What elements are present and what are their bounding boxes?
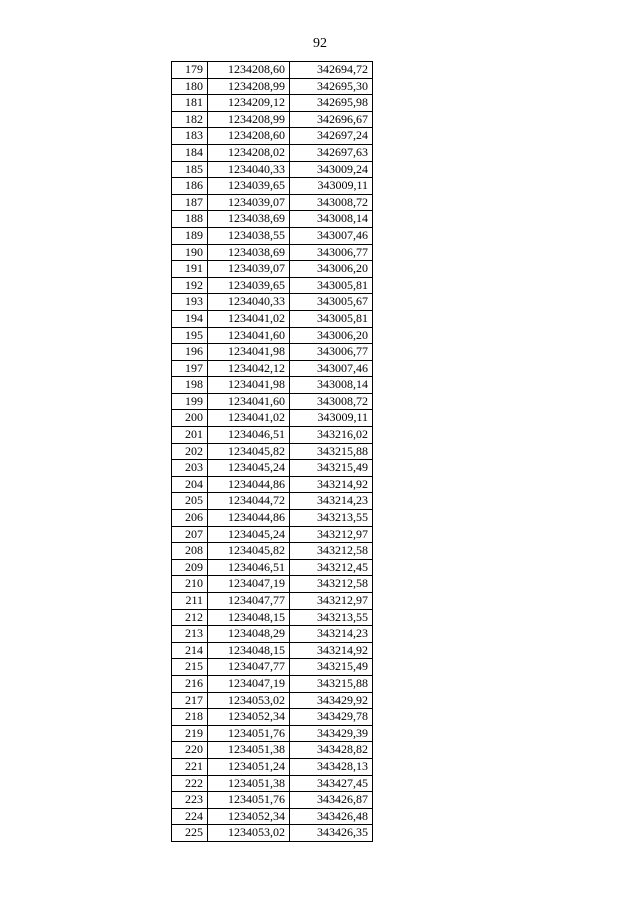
y-coordinate-cell: 343008,14	[290, 211, 373, 228]
y-coordinate-cell: 343214,23	[290, 493, 373, 510]
y-coordinate-cell: 343005,67	[290, 294, 373, 311]
table-row	[172, 344, 373, 361]
table-row	[172, 576, 373, 593]
x-coordinate-cell: 1234039,07	[208, 194, 290, 211]
point-number-cell: 201	[172, 427, 208, 444]
table-row	[172, 95, 373, 112]
x-coordinate-cell: 1234048,29	[208, 626, 290, 643]
point-number-cell: 197	[172, 360, 208, 377]
y-coordinate-cell: 343429,92	[290, 692, 373, 709]
y-coordinate-cell: 342695,30	[290, 78, 373, 95]
y-coordinate-cell: 343006,20	[290, 327, 373, 344]
x-coordinate-cell: 1234041,98	[208, 344, 290, 361]
point-number-cell: 217	[172, 692, 208, 709]
y-coordinate-cell: 343215,88	[290, 675, 373, 692]
x-coordinate-cell: 1234051,24	[208, 758, 290, 775]
x-coordinate-cell: 1234041,60	[208, 327, 290, 344]
point-number-cell: 194	[172, 310, 208, 327]
x-coordinate-cell: 1234046,51	[208, 559, 290, 576]
y-coordinate-cell: 343009,11	[290, 178, 373, 195]
point-number-cell: 225	[172, 825, 208, 842]
x-coordinate-cell: 1234053,02	[208, 825, 290, 842]
table-row	[172, 460, 373, 477]
point-number-cell: 203	[172, 460, 208, 477]
table-row	[172, 211, 373, 228]
y-coordinate-cell: 343005,81	[290, 310, 373, 327]
point-number-cell: 199	[172, 393, 208, 410]
y-coordinate-cell: 342694,72	[290, 62, 373, 79]
x-coordinate-cell: 1234051,76	[208, 792, 290, 809]
x-coordinate-cell: 1234038,55	[208, 227, 290, 244]
x-coordinate-cell: 1234053,02	[208, 692, 290, 709]
y-coordinate-cell: 343009,11	[290, 410, 373, 427]
x-coordinate-cell: 1234047,77	[208, 659, 290, 676]
point-number-cell: 183	[172, 128, 208, 145]
point-number-cell: 196	[172, 344, 208, 361]
point-number-cell: 210	[172, 576, 208, 593]
point-number-cell: 195	[172, 327, 208, 344]
y-coordinate-cell: 343215,49	[290, 460, 373, 477]
point-number-cell: 213	[172, 626, 208, 643]
x-coordinate-cell: 1234045,82	[208, 443, 290, 460]
table-row	[172, 526, 373, 543]
y-coordinate-cell: 343426,35	[290, 825, 373, 842]
point-number-cell: 190	[172, 244, 208, 261]
table-row	[172, 178, 373, 195]
table-row	[172, 227, 373, 244]
table-row	[172, 377, 373, 394]
y-coordinate-cell: 343212,58	[290, 576, 373, 593]
y-coordinate-cell: 343006,77	[290, 244, 373, 261]
x-coordinate-cell: 1234042,12	[208, 360, 290, 377]
y-coordinate-cell: 343007,46	[290, 227, 373, 244]
table-row	[172, 609, 373, 626]
point-number-cell: 224	[172, 808, 208, 825]
point-number-cell: 204	[172, 476, 208, 493]
x-coordinate-cell: 1234045,24	[208, 460, 290, 477]
table-row	[172, 194, 373, 211]
point-number-cell: 182	[172, 111, 208, 128]
x-coordinate-cell: 1234047,19	[208, 576, 290, 593]
y-coordinate-cell: 343213,55	[290, 609, 373, 626]
table-row	[172, 692, 373, 709]
point-number-cell: 222	[172, 775, 208, 792]
table-row	[172, 393, 373, 410]
x-coordinate-cell: 1234039,65	[208, 178, 290, 195]
table-row	[172, 360, 373, 377]
table-row	[172, 427, 373, 444]
point-number-cell: 180	[172, 78, 208, 95]
y-coordinate-cell: 343214,92	[290, 476, 373, 493]
point-number-cell: 216	[172, 675, 208, 692]
table-row	[172, 244, 373, 261]
point-number-cell: 205	[172, 493, 208, 510]
table-row	[172, 144, 373, 161]
point-number-cell: 219	[172, 725, 208, 742]
point-number-cell: 215	[172, 659, 208, 676]
y-coordinate-cell: 343008,14	[290, 377, 373, 394]
x-coordinate-cell: 1234038,69	[208, 211, 290, 228]
table-row	[172, 510, 373, 527]
x-coordinate-cell: 1234040,33	[208, 294, 290, 311]
table-row	[172, 476, 373, 493]
x-coordinate-cell: 1234045,24	[208, 526, 290, 543]
table-row	[172, 593, 373, 610]
table-row	[172, 825, 373, 842]
table-row	[172, 410, 373, 427]
coordinates-table-body	[172, 62, 373, 842]
point-number-cell: 179	[172, 62, 208, 79]
point-number-cell: 221	[172, 758, 208, 775]
table-row	[172, 78, 373, 95]
point-number-cell: 207	[172, 526, 208, 543]
point-number-cell: 191	[172, 261, 208, 278]
point-number-cell: 223	[172, 792, 208, 809]
x-coordinate-cell: 1234046,51	[208, 427, 290, 444]
page-number: 92	[313, 36, 327, 51]
x-coordinate-cell: 1234047,77	[208, 593, 290, 610]
table-row	[172, 559, 373, 576]
y-coordinate-cell: 342697,63	[290, 144, 373, 161]
x-coordinate-cell: 1234048,15	[208, 609, 290, 626]
table-row	[172, 294, 373, 311]
table-row	[172, 792, 373, 809]
x-coordinate-cell: 1234051,38	[208, 742, 290, 759]
x-coordinate-cell: 1234044,86	[208, 476, 290, 493]
y-coordinate-cell: 343214,23	[290, 626, 373, 643]
point-number-cell: 198	[172, 377, 208, 394]
y-coordinate-cell: 342696,67	[290, 111, 373, 128]
point-number-cell: 208	[172, 543, 208, 560]
point-number-cell: 186	[172, 178, 208, 195]
y-coordinate-cell: 343427,45	[290, 775, 373, 792]
y-coordinate-cell: 342697,24	[290, 128, 373, 145]
y-coordinate-cell: 343215,88	[290, 443, 373, 460]
x-coordinate-cell: 1234052,34	[208, 709, 290, 726]
y-coordinate-cell: 343005,81	[290, 277, 373, 294]
y-coordinate-cell: 343008,72	[290, 194, 373, 211]
point-number-cell: 184	[172, 144, 208, 161]
x-coordinate-cell: 1234039,07	[208, 261, 290, 278]
x-coordinate-cell: 1234051,38	[208, 775, 290, 792]
point-number-cell: 211	[172, 593, 208, 610]
x-coordinate-cell: 1234040,33	[208, 161, 290, 178]
x-coordinate-cell: 1234041,02	[208, 310, 290, 327]
x-coordinate-cell: 1234208,02	[208, 144, 290, 161]
y-coordinate-cell: 343426,87	[290, 792, 373, 809]
x-coordinate-cell: 1234047,19	[208, 675, 290, 692]
table-row	[172, 128, 373, 145]
table-row	[172, 742, 373, 759]
x-coordinate-cell: 1234048,15	[208, 642, 290, 659]
y-coordinate-cell: 343215,49	[290, 659, 373, 676]
table-row	[172, 709, 373, 726]
y-coordinate-cell: 343212,58	[290, 543, 373, 560]
x-coordinate-cell: 1234041,02	[208, 410, 290, 427]
y-coordinate-cell: 343006,77	[290, 344, 373, 361]
point-number-cell: 218	[172, 709, 208, 726]
y-coordinate-cell: 343212,45	[290, 559, 373, 576]
x-coordinate-cell: 1234044,86	[208, 510, 290, 527]
y-coordinate-cell: 343006,20	[290, 261, 373, 278]
x-coordinate-cell: 1234041,60	[208, 393, 290, 410]
point-number-cell: 209	[172, 559, 208, 576]
table-row	[172, 626, 373, 643]
table-row	[172, 443, 373, 460]
y-coordinate-cell: 343428,13	[290, 758, 373, 775]
table-row	[172, 758, 373, 775]
y-coordinate-cell: 343009,24	[290, 161, 373, 178]
table-row	[172, 775, 373, 792]
table-row	[172, 675, 373, 692]
point-number-cell: 206	[172, 510, 208, 527]
y-coordinate-cell: 343212,97	[290, 593, 373, 610]
table-row	[172, 725, 373, 742]
y-coordinate-cell: 343428,82	[290, 742, 373, 759]
y-coordinate-cell: 343429,39	[290, 725, 373, 742]
x-coordinate-cell: 1234038,69	[208, 244, 290, 261]
x-coordinate-cell: 1234052,34	[208, 808, 290, 825]
point-number-cell: 212	[172, 609, 208, 626]
table-row	[172, 642, 373, 659]
point-number-cell: 193	[172, 294, 208, 311]
x-coordinate-cell: 1234051,76	[208, 725, 290, 742]
y-coordinate-cell: 342695,98	[290, 95, 373, 112]
table-row	[172, 277, 373, 294]
point-number-cell: 214	[172, 642, 208, 659]
table-row	[172, 808, 373, 825]
x-coordinate-cell: 1234044,72	[208, 493, 290, 510]
point-number-cell: 220	[172, 742, 208, 759]
coordinates-table	[171, 61, 373, 842]
y-coordinate-cell: 343212,97	[290, 526, 373, 543]
point-number-cell: 189	[172, 227, 208, 244]
y-coordinate-cell: 343426,48	[290, 808, 373, 825]
table-row	[172, 111, 373, 128]
y-coordinate-cell: 343216,02	[290, 427, 373, 444]
x-coordinate-cell: 1234209,12	[208, 95, 290, 112]
x-coordinate-cell: 1234208,99	[208, 111, 290, 128]
y-coordinate-cell: 343429,78	[290, 709, 373, 726]
x-coordinate-cell: 1234208,99	[208, 78, 290, 95]
table-row	[172, 310, 373, 327]
y-coordinate-cell: 343213,55	[290, 510, 373, 527]
table-row	[172, 261, 373, 278]
point-number-cell: 188	[172, 211, 208, 228]
table-row	[172, 327, 373, 344]
x-coordinate-cell: 1234208,60	[208, 62, 290, 79]
table-row	[172, 493, 373, 510]
table-row	[172, 543, 373, 560]
table-row	[172, 659, 373, 676]
x-coordinate-cell: 1234045,82	[208, 543, 290, 560]
point-number-cell: 200	[172, 410, 208, 427]
point-number-cell: 202	[172, 443, 208, 460]
y-coordinate-cell: 343008,72	[290, 393, 373, 410]
point-number-cell: 192	[172, 277, 208, 294]
y-coordinate-cell: 343214,92	[290, 642, 373, 659]
x-coordinate-cell: 1234041,98	[208, 377, 290, 394]
y-coordinate-cell: 343007,46	[290, 360, 373, 377]
x-coordinate-cell: 1234208,60	[208, 128, 290, 145]
point-number-cell: 187	[172, 194, 208, 211]
table-row	[172, 62, 373, 79]
point-number-cell: 181	[172, 95, 208, 112]
x-coordinate-cell: 1234039,65	[208, 277, 290, 294]
table-row	[172, 161, 373, 178]
point-number-cell: 185	[172, 161, 208, 178]
